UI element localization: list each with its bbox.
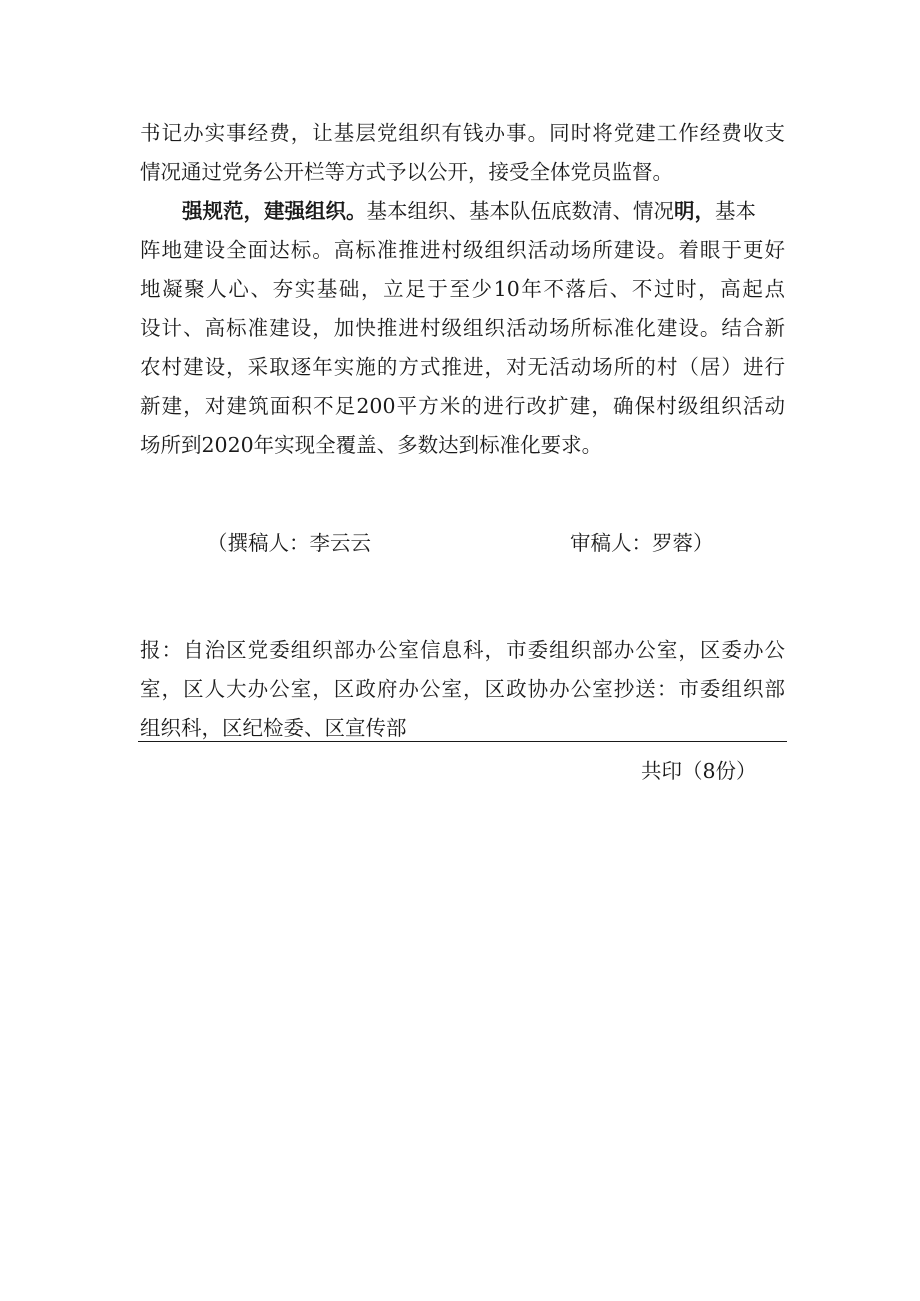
reviewer-credit: 审稿人：罗蓉） (570, 531, 714, 555)
paragraph-2-line-4: 设计、高标准建设，加快推进村级组织活动场所标准化建设。结合新 (140, 316, 785, 340)
paragraph-2-line-3: 地凝聚人心、夯实基础，立足于至少10年不落后、不过时，高起点 (140, 277, 785, 301)
distribution-line-3: 组织科，区纪检委、区宣传部 (140, 716, 407, 740)
divider-rule (138, 741, 787, 742)
paragraph-2-line-6: 新建，对建筑面积不足200平方米的进行改扩建，确保村级组织活动 (140, 394, 785, 418)
distribution-line-1: 报：自治区党委组织部办公室信息科，市委组织部办公室，区委办公 (140, 638, 785, 662)
paragraph-2-line-1-end: 基本 (715, 199, 756, 223)
paragraph-1-line-2: 情况通过党务公开栏等方式予以公开，接受全体党员监督。 (140, 160, 673, 184)
paragraph-2-line-1-bold: 明， (674, 199, 715, 223)
paragraph-2-line-7: 场所到2020年实现全覆盖、多数达到标准化要求。 (140, 433, 603, 457)
paragraph-2-line-1 (182, 199, 756, 223)
paragraph-1-line-1: 书记办实事经费，让基层党组织有钱办事。同时将党建工作经费收支 (140, 121, 785, 145)
copies-count: 共印（8份） (641, 759, 757, 783)
distribution-line-2: 室，区人大办公室，区政府办公室，区政协办公室抄送：市委组织部 (140, 677, 785, 701)
paragraph-2-line-2: 阵地建设全面达标。高标准推进村级组织活动场所建设。着眼于更好 (140, 238, 785, 262)
paragraph-2-line-5: 农村建设，采取逐年实施的方式推进，对无活动场所的村（居）进行 (140, 355, 785, 379)
author-credit: （撰稿人：李云云 (207, 531, 371, 555)
paragraph-2-heading: 强规范，建强组织。 (182, 199, 367, 223)
paragraph-2-line-1-text: 基本组织、基本队伍底数清、情况 (366, 199, 674, 223)
